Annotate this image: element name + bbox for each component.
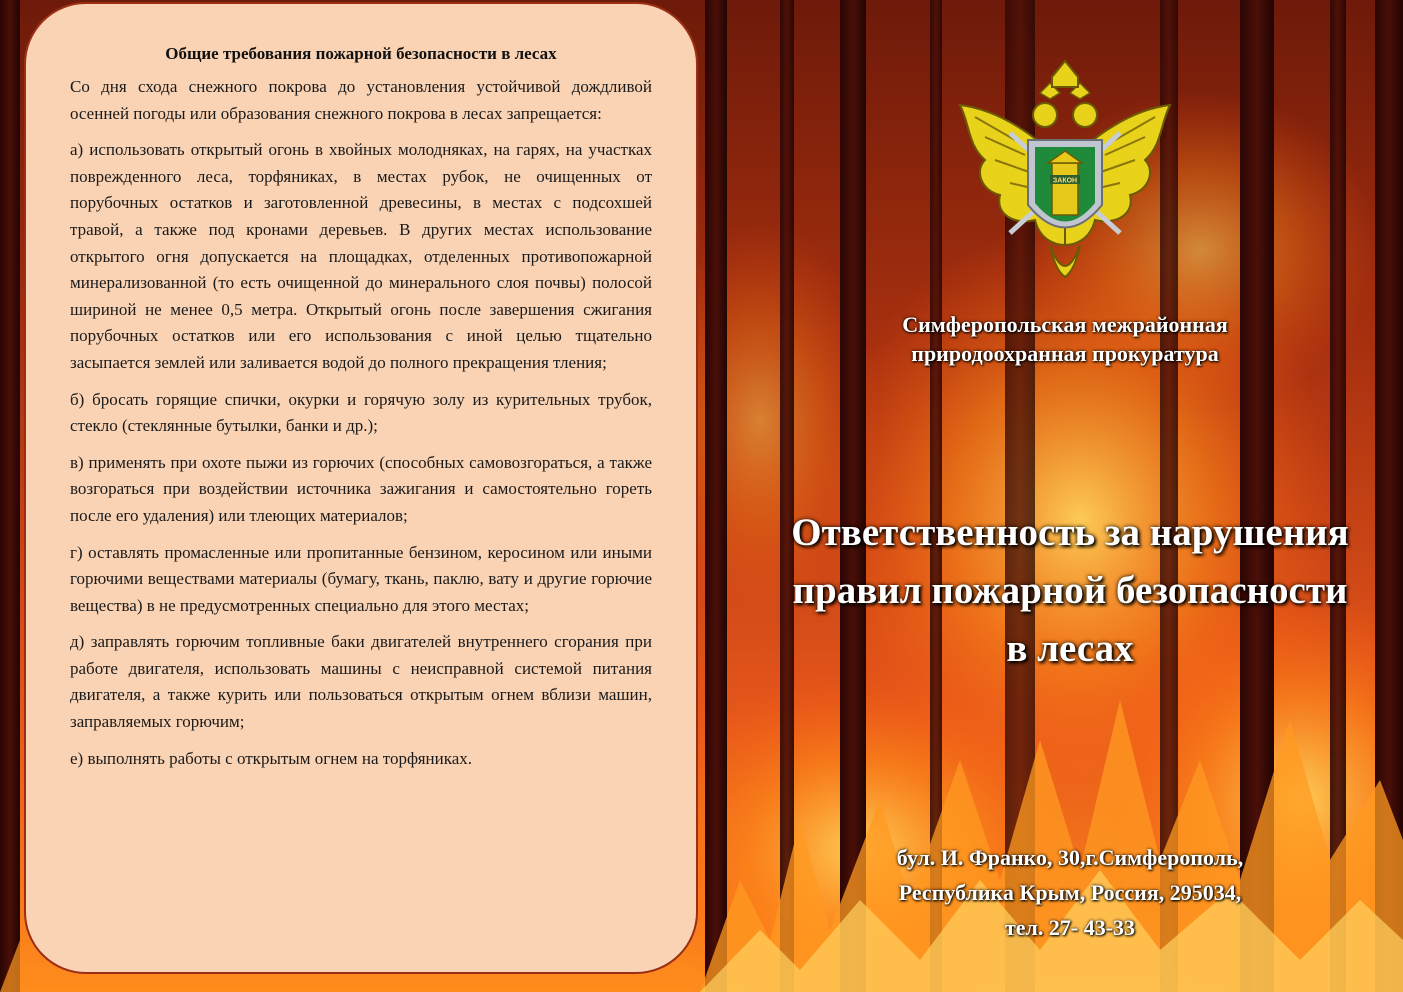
panel-heading: Общие требования пожарной безопасности в лесах [165,44,557,63]
rule-f: е) выполнять работы с открытым огнем на торфяниках. [70,748,473,768]
address-line-2: Республика Крым, Россия, 295034, [898,880,1242,905]
rule-d: г) оставлять промасленные или пропитанные бензином, керосином или иными горючими веществами материалы (бумагу, ткань, паклю, вату и другие горючие вещества) в не предусмотренных специально для этого местах; [70,542,652,615]
organization-name [760,310,1370,368]
brochure-title: Ответственность за нарушения правил пожарной безопасности в лесах [791,511,1349,670]
org-line-1: Симферопольская межрайонная [902,312,1228,337]
org-line-2: природоохранная прокуратура [911,341,1219,366]
address-line-1: бул. И. Франко, 30,г.Симферополь, [896,845,1244,870]
phone-number: тел. 27- 43-33 [1004,915,1136,940]
cover-panel [760,0,1380,992]
rule-a: а) использовать открытый огонь в хвойных молодняках, на гарях, на участках поврежденного леса, торфяниках, в местах рубок, не очищенных от порубочных остатков и заготовленной древесины, в местах с подсохшей травой, а также под кронами деревьев. В других местах использование открытого огня допускается на площадках, отделенных противопожарной минерализованной (то есть очищенной до минерального слоя почвы) полосой шириной не менее 0,5 метра. Открытый огонь после завершения сжигания порубочных остатков или его использования с иной целью тщательно засыпается землей или заливается водой до полного прекращения тления; [70,140,652,372]
rule-e: д) заправлять горючим топливные баки двигателей внутреннего сгорания при работе двигателя, использовать машины с неисправной системой питания двигателя, а также курить или пользоваться открытым огнем вблизи машин, заправляемых горючим; [70,632,652,732]
rule-b: б) бросать горящие спички, окурки и горячую золу из курительных трубок, стекло (стеклянные бутылки, банки и др.); [70,389,652,436]
rule-c: в) применять при охоте пыжи из горючих (способных самовозгораться, а также возгораться при воздействии источника зажигания и самостоятельно гореть после его удаления) или тлеющих материалов; [70,452,652,525]
prosecutor-emblem-icon [940,55,1190,290]
intro-paragraph: Со дня схода снежного покрова до установления устойчивой дождливой осенней погоды или образования снежного покрова в лесах запрещается: [70,77,652,123]
emblem-caption: ЗАКОН [1052,177,1078,185]
contact-address [810,840,1330,945]
fire-safety-rules-panel [24,2,698,974]
